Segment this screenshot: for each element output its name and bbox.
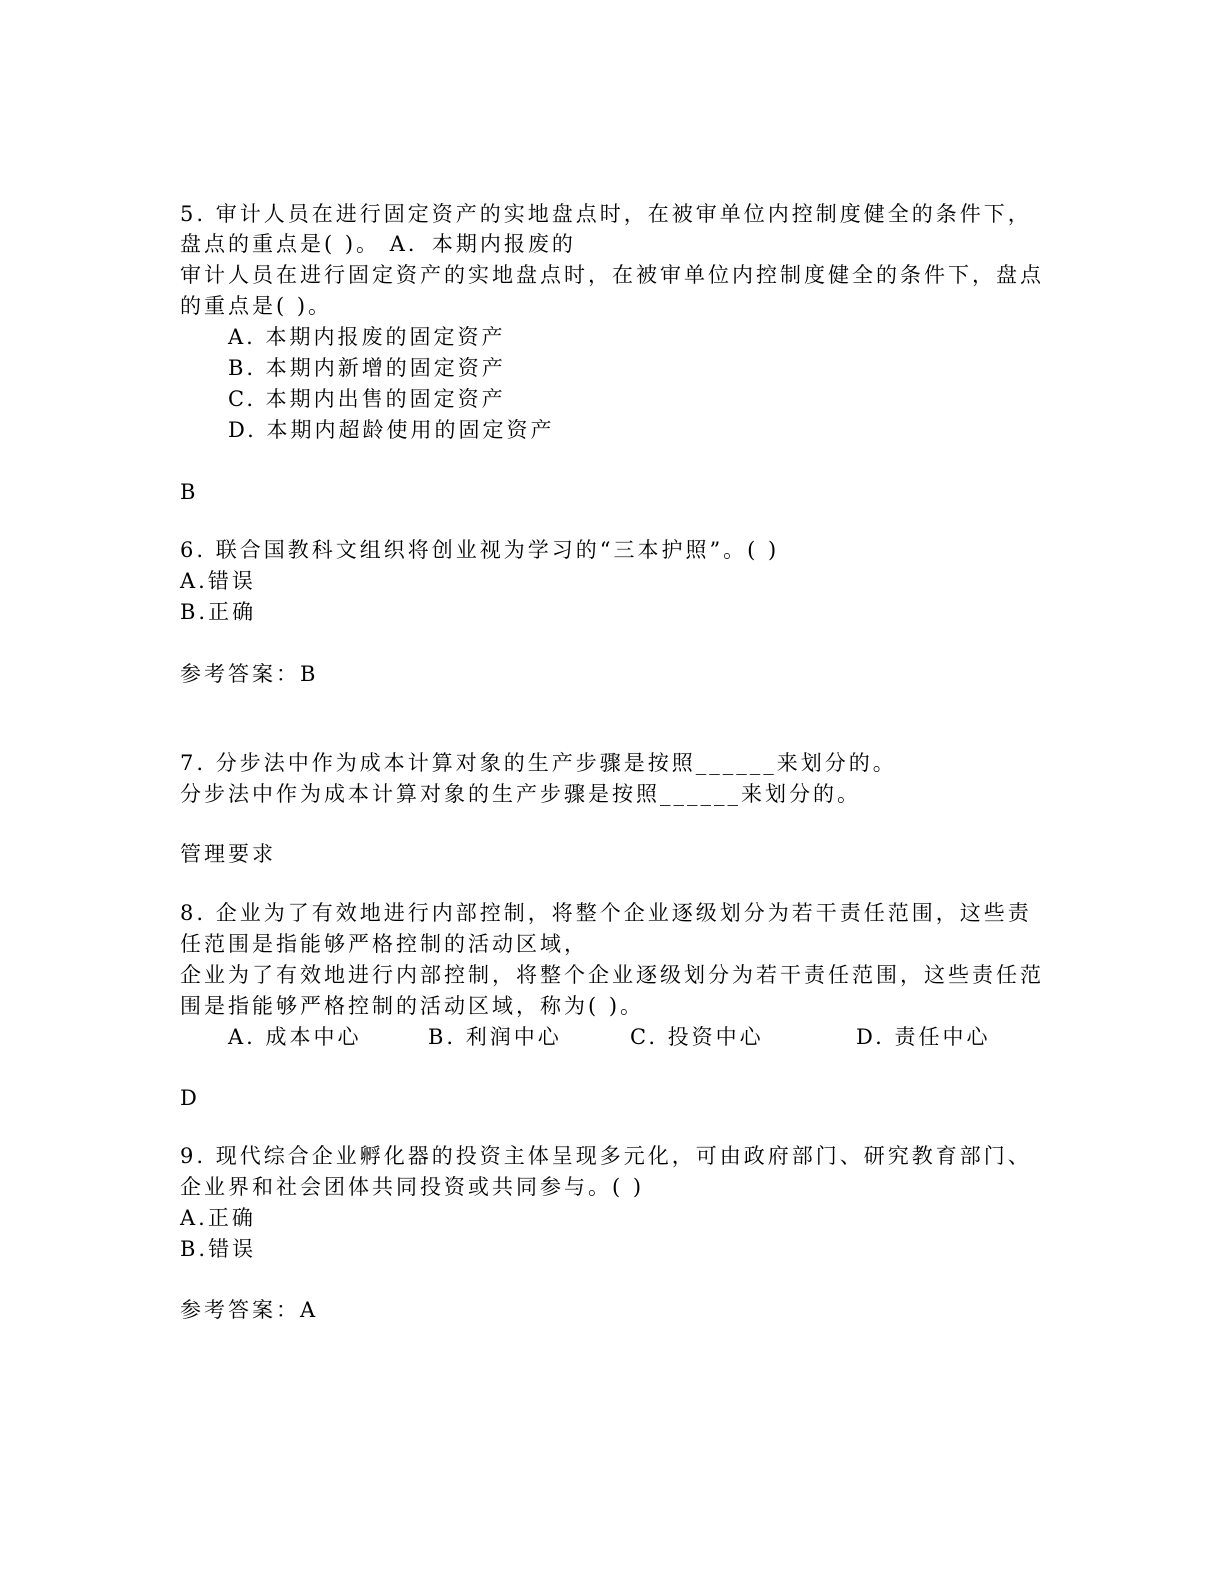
q5-option-c: C. 本期内出售的固定资产 xyxy=(228,387,506,411)
q5-stem-line-1: 5. 审计人员在进行固定资产的实地盘点时，在被审单位内控制度健全的条件下， xyxy=(180,202,1032,226)
q7-answer: 管理要求 xyxy=(180,842,276,866)
q9-stem-line-1: 9. 现代综合企业孵化器的投资主体呈现多元化，可由政府部门、研究教育部门、 xyxy=(180,1144,1032,1168)
q7-stem-line-1: 7. 分步法中作为成本计算对象的生产步骤是按照______来划分的。 xyxy=(180,751,897,775)
q8-stem-line-1: 8. 企业为了有效地进行内部控制，将整个企业逐级划分为若干责任范围，这些责 xyxy=(180,901,1032,925)
q5-answer: B xyxy=(180,480,199,504)
q8-option-a: A. 成本中心 xyxy=(228,1025,362,1049)
q5-option-d: D. 本期内超龄使用的固定资产 xyxy=(228,418,555,442)
q5-stem-line-2: 盘点的重点是( )。 A．本期内报废的 xyxy=(180,232,576,256)
q8-option-b: B. 利润中心 xyxy=(428,1025,562,1049)
q5-stem-line-3: 审计人员在进行固定资产的实地盘点时，在被审单位内控制度健全的条件下，盘点 xyxy=(180,263,1044,287)
q6-answer: 参考答案：B xyxy=(180,662,319,686)
q8-stem-line-3: 企业为了有效地进行内部控制，将整个企业逐级划分为若干责任范围，这些责任范 xyxy=(180,963,1044,987)
q8-answer: D xyxy=(180,1086,200,1110)
q5-option-a: A. 本期内报废的固定资产 xyxy=(228,325,506,349)
q8-option-c: C. 投资中心 xyxy=(630,1025,764,1049)
q8-stem-line-4: 围是指能够严格控制的活动区域，称为( )。 xyxy=(180,994,645,1018)
q9-option-a: A.正确 xyxy=(180,1206,256,1230)
q6-option-a: A.错误 xyxy=(180,569,256,593)
q6-option-b: B.正确 xyxy=(180,600,257,624)
q8-options-row xyxy=(0,1022,1224,1052)
q8-option-d: D. 责任中心 xyxy=(856,1025,991,1049)
q8-stem-line-2: 任范围是指能够严格控制的活动区域， xyxy=(180,932,588,956)
q7-stem-line-2: 分步法中作为成本计算对象的生产步骤是按照______来划分的。 xyxy=(180,782,861,806)
q9-answer: 参考答案：A xyxy=(180,1298,319,1322)
q5-option-b: B. 本期内新增的固定资产 xyxy=(228,356,506,380)
q9-stem-line-2: 企业界和社会团体共同投资或共同参与。( ) xyxy=(180,1175,645,1199)
q6-stem: 6. 联合国教科文组织将创业视为学习的“三本护照”。( ) xyxy=(180,538,780,562)
q5-stem-line-4: 的重点是( )。 xyxy=(180,294,333,318)
q9-option-b: B.错误 xyxy=(180,1237,257,1261)
